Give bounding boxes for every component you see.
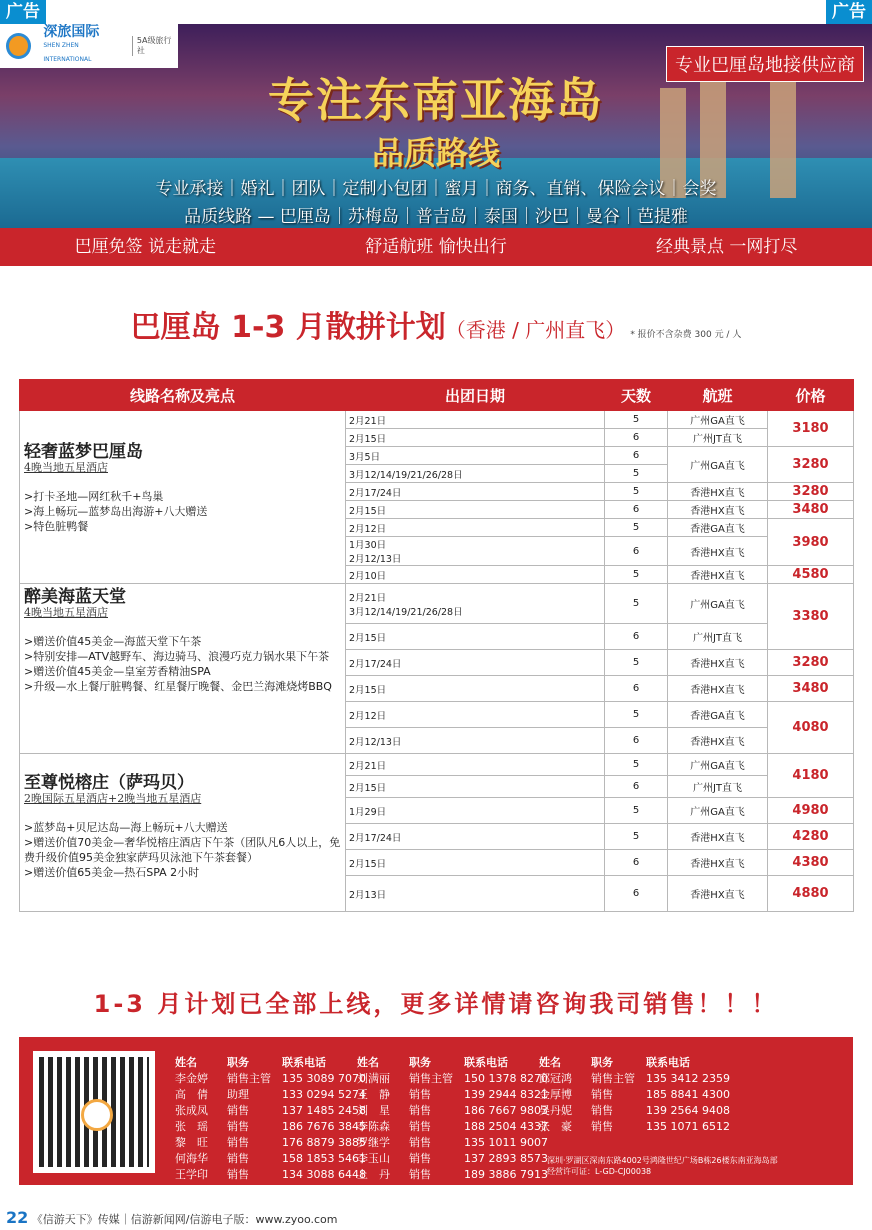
contact-row: 王学印 销售 134 3088 6448 bbox=[175, 1168, 366, 1181]
banner-tagline: 专业巴厘岛地接供应商 bbox=[666, 46, 864, 82]
contact-row: 刘 星 销售 186 7667 9803 bbox=[357, 1104, 548, 1117]
contact-row: 高 倩 助理 133 0294 5274 bbox=[175, 1088, 366, 1101]
contact-row: 张 瑶 销售 186 7676 3845 bbox=[175, 1120, 366, 1133]
route-highlight: >蓝梦岛+贝尼达岛—海上畅玩+八大赠送 bbox=[24, 821, 228, 834]
price-cell: 4980 bbox=[768, 798, 854, 824]
banner-headline: 专注东南亚海岛 bbox=[268, 73, 604, 127]
contact-header: 姓名 职务 联系电话 bbox=[175, 1056, 326, 1069]
contact-row: 李玉山 销售 137 2893 8573 bbox=[357, 1152, 548, 1165]
date-cell: 2月15日 bbox=[346, 676, 605, 702]
days-cell: 5 bbox=[605, 465, 668, 483]
col-header: 天数 bbox=[605, 380, 668, 411]
date-cell: 2月15日 bbox=[346, 429, 605, 447]
contact-row: 吴丹妮 销售 139 2564 9408 bbox=[539, 1104, 730, 1117]
brand-grade: 5A级旅行社 bbox=[132, 36, 178, 56]
flight-cell: 香港HX直飞 bbox=[668, 824, 768, 850]
price-cell: 4380 bbox=[768, 850, 854, 876]
days-cell: 5 bbox=[605, 650, 668, 676]
date-cell: 2月21日 bbox=[346, 411, 605, 429]
date-cell: 1月30日 2月12/13日 bbox=[346, 537, 605, 566]
price-cell: 4080 bbox=[768, 702, 854, 754]
days-cell: 5 bbox=[605, 754, 668, 776]
table-row bbox=[20, 754, 854, 776]
contact-row: 刘满丽 销售主管 150 1378 8270 bbox=[357, 1072, 548, 1085]
route-name: 轻奢蓝梦巴厘岛 bbox=[24, 442, 143, 462]
route-hotel: 4晚当地五星酒店 bbox=[24, 606, 108, 619]
sun-logo-icon bbox=[6, 33, 31, 59]
date-cell: 2月12日 bbox=[346, 702, 605, 728]
date-cell: 1月29日 bbox=[346, 798, 605, 824]
col-header: 价格 bbox=[768, 380, 854, 411]
date-cell: 2月12/13日 bbox=[346, 728, 605, 754]
route-highlight: >赠送价值45美金—海蓝天堂下午茶 bbox=[24, 635, 202, 648]
company-address: 深圳·罗湖区深南东路4002号鸿隆世纪广场B栋26楼东南亚海岛部 经营许可证：L-GD-CJ00038 bbox=[547, 1156, 778, 1176]
brand-name: 深旅国际 SHEN ZHEN INTERNATIONAL bbox=[43, 24, 100, 63]
date-cell: 2月15日 bbox=[346, 501, 605, 519]
price-cell: 3180 bbox=[768, 411, 854, 447]
date-cell: 2月15日 bbox=[346, 850, 605, 876]
date-cell: 2月17/24日 bbox=[346, 650, 605, 676]
route-highlight: >赠送价值65美金—热石SPA 2小时 bbox=[24, 866, 200, 879]
feature-item: 经典景点 一网打尽 bbox=[655, 237, 798, 257]
price-cell: 4280 bbox=[768, 824, 854, 850]
price-cell: 4580 bbox=[768, 566, 854, 584]
date-cell: 2月21日 3月12/14/19/21/26/28日 bbox=[346, 584, 605, 624]
route-cell bbox=[20, 754, 346, 912]
flight-cell: 广州GA直飞 bbox=[668, 798, 768, 824]
flight-cell: 广州GA直飞 bbox=[668, 411, 768, 429]
flight-cell: 广州JT直飞 bbox=[668, 776, 768, 798]
days-cell: 6 bbox=[605, 776, 668, 798]
days-cell: 5 bbox=[605, 702, 668, 728]
route-highlight: >升级—水上餐厅脏鸭餐、红星餐厅晚餐、金巴兰海滩烧烤BBQ bbox=[24, 680, 332, 693]
flight-cell: 广州GA直飞 bbox=[668, 754, 768, 776]
price-cell: 4180 bbox=[768, 754, 854, 798]
col-header: 出团日期 bbox=[346, 380, 605, 411]
feature-item: 舒适航班 愉快出行 bbox=[365, 237, 507, 257]
flight-cell: 香港HX直飞 bbox=[668, 676, 768, 702]
feature-bar bbox=[0, 228, 872, 266]
price-cell: 3380 bbox=[768, 584, 854, 650]
flight-cell: 香港HX直飞 bbox=[668, 566, 768, 584]
contact-row: 何海华 销售 158 1853 5461 bbox=[175, 1152, 366, 1165]
date-cell: 2月17/24日 bbox=[346, 483, 605, 501]
flight-cell: 香港HX直飞 bbox=[668, 537, 768, 566]
route-hotel: 2晚国际五星酒店+2晚当地五星酒店 bbox=[24, 792, 202, 805]
contact-row: 王 静 销售 139 2944 8321 bbox=[357, 1088, 548, 1101]
feature-item: 巴厘免签 说走就走 bbox=[74, 237, 217, 257]
table-header bbox=[20, 380, 854, 411]
contact-column bbox=[175, 1055, 382, 1183]
days-cell: 5 bbox=[605, 566, 668, 584]
banner bbox=[0, 24, 872, 228]
page-number: 22 bbox=[6, 1208, 29, 1227]
flight-cell: 广州JT直飞 bbox=[668, 624, 768, 650]
route-cell bbox=[20, 584, 346, 754]
contact-row: 张 豪 销售 135 1071 6512 bbox=[539, 1120, 730, 1133]
qr-code[interactable] bbox=[33, 1051, 155, 1173]
flight-cell: 香港HX直飞 bbox=[668, 850, 768, 876]
contact-header: 姓名 职务 联系电话 bbox=[539, 1056, 690, 1069]
date-cell: 2月10日 bbox=[346, 566, 605, 584]
flight-cell: 广州JT直飞 bbox=[668, 429, 768, 447]
price-cell: 4880 bbox=[768, 876, 854, 912]
days-cell: 5 bbox=[605, 824, 668, 850]
flight-cell: 香港HX直飞 bbox=[668, 876, 768, 912]
days-cell: 5 bbox=[605, 519, 668, 537]
contact-row: 黎 旺 销售 176 8879 3885 bbox=[175, 1136, 366, 1149]
date-cell: 3月5日 bbox=[346, 447, 605, 465]
route-highlight: >特色脏鸭餐 bbox=[24, 520, 89, 533]
page-footer bbox=[0, 1208, 872, 1227]
flight-cell: 香港GA直飞 bbox=[668, 702, 768, 728]
flight-cell: 香港HX直飞 bbox=[668, 483, 768, 501]
route-name: 至尊悦榕庄（萨玛贝） bbox=[24, 773, 194, 793]
flight-cell: 广州GA直飞 bbox=[668, 584, 768, 624]
banner-subheadline: 品质路线 bbox=[371, 134, 500, 172]
days-cell: 5 bbox=[605, 411, 668, 429]
days-cell: 6 bbox=[605, 676, 668, 702]
route-highlight: >特别安排—ATV越野车、海边骑马、浪漫巧克力锅水果下午茶 bbox=[24, 650, 330, 663]
ad-label-right: 广告 bbox=[826, 0, 872, 24]
price-cell: 3480 bbox=[768, 501, 854, 519]
contact-row: 金厚博 销售 185 8841 4300 bbox=[539, 1088, 730, 1101]
date-cell: 2月13日 bbox=[346, 876, 605, 912]
contact-column bbox=[539, 1055, 746, 1135]
brand-logo bbox=[0, 24, 178, 68]
route-highlight: >海上畅玩—蓝梦岛出海游+八大赠送 bbox=[24, 505, 208, 518]
days-cell: 6 bbox=[605, 876, 668, 912]
banner-services: 专业承接｜婚礼｜团队｜定制小包团｜蜜月｜商务、直销、保险会议｜会奖 bbox=[155, 179, 717, 199]
route-name: 醉美海蓝天堂 bbox=[24, 587, 126, 607]
price-cell: 3280 bbox=[768, 447, 854, 483]
route-highlight: >赠送价值70美金—奢华悦榕庄酒店下午茶（团队凡6人以上，免费升级价值95美金独家萨玛贝泳池下午茶套餐） bbox=[24, 836, 341, 864]
route-highlight: >赠送价值45美金—皇室芳香精油SPA bbox=[24, 665, 211, 678]
price-note: * 报价不含杂费 300 元 / 人 bbox=[630, 330, 742, 340]
flight-cell: 广州GA直飞 bbox=[668, 447, 768, 483]
route-hotel: 4晚当地五星酒店 bbox=[24, 461, 108, 474]
price-cell: 3980 bbox=[768, 519, 854, 566]
contact-row: 邱冠鸿 销售主管 135 3412 2359 bbox=[539, 1072, 730, 1085]
date-cell: 2月12日 bbox=[346, 519, 605, 537]
days-cell: 6 bbox=[605, 624, 668, 650]
days-cell: 6 bbox=[605, 850, 668, 876]
flight-cell: 香港GA直飞 bbox=[668, 519, 768, 537]
ad-label-left: 广告 bbox=[0, 0, 46, 24]
date-cell: 3月12/14/19/21/26/28日 bbox=[346, 465, 605, 483]
days-cell: 6 bbox=[605, 429, 668, 447]
contact-row: 张成凤 销售 137 1485 2458 bbox=[175, 1104, 366, 1117]
col-header: 航班 bbox=[668, 380, 768, 411]
days-cell: 5 bbox=[605, 483, 668, 501]
price-cell: 3480 bbox=[768, 676, 854, 702]
title-paren: （香港 / 广州直飞） bbox=[445, 318, 626, 342]
date-cell: 2月15日 bbox=[346, 624, 605, 650]
flight-cell: 香港HX直飞 bbox=[668, 728, 768, 754]
days-cell: 6 bbox=[605, 728, 668, 754]
table-row bbox=[20, 411, 854, 429]
col-header: 线路名称及亮点 bbox=[20, 380, 346, 411]
flight-cell: 香港HX直飞 bbox=[668, 650, 768, 676]
days-cell: 6 bbox=[605, 537, 668, 566]
call-to-action: 1-3 月计划已全部上线，更多详情请咨询我司销售！！！ bbox=[93, 990, 779, 1018]
flight-cell: 香港HX直飞 bbox=[668, 501, 768, 519]
route-highlight: >打卡圣地—网红秋千+鸟巢 bbox=[24, 490, 164, 503]
banner-routes: 品质线路 — 巴厘岛｜苏梅岛｜普吉岛｜泰国｜沙巴｜曼谷｜芭提雅 bbox=[184, 207, 688, 227]
contact-row: 罗继学 销售 135 1011 9007 bbox=[357, 1136, 548, 1149]
route-cell bbox=[20, 411, 346, 584]
days-cell: 5 bbox=[605, 584, 668, 624]
schedule-table bbox=[19, 379, 854, 912]
days-cell: 5 bbox=[605, 798, 668, 824]
contact-row: 李陈森 销售 188 2504 4337 bbox=[357, 1120, 548, 1133]
page-title bbox=[0, 302, 872, 346]
contact-header: 姓名 职务 联系电话 bbox=[357, 1056, 508, 1069]
date-cell: 2月21日 bbox=[346, 754, 605, 776]
days-cell: 6 bbox=[605, 501, 668, 519]
contact-row: 李金婷 销售主管 135 3089 7070 bbox=[175, 1072, 366, 1085]
date-cell: 2月15日 bbox=[346, 776, 605, 798]
contact-row: 上 丹 销售 189 3886 7913 bbox=[357, 1168, 548, 1181]
title-main: 巴厘岛 1-3 月散拼计划 bbox=[130, 310, 446, 345]
qr-code-icon bbox=[39, 1057, 149, 1167]
price-cell: 3280 bbox=[768, 483, 854, 501]
date-cell: 2月17/24日 bbox=[346, 824, 605, 850]
contact-column bbox=[357, 1055, 564, 1183]
days-cell: 6 bbox=[605, 447, 668, 465]
footer-text: 《信游天下》传媒｜信游新闻网/信游电子版：www.zyoo.com bbox=[31, 1213, 338, 1226]
price-cell: 3280 bbox=[768, 650, 854, 676]
contact-panel bbox=[19, 1037, 853, 1185]
